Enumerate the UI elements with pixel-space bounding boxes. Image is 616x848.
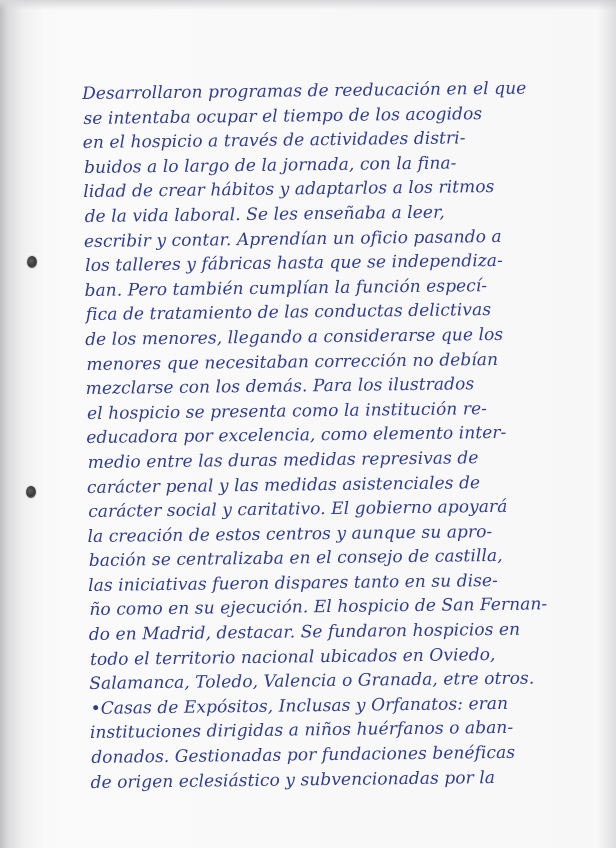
text-line-27-content: instituciones dirigidas a niños huérfanos o aban- xyxy=(89,718,514,744)
text-line-8-content: los talleres y fábricas hasta que se independiza- xyxy=(85,251,503,277)
text-line-6-content: de la vida laboral. Se les enseñaba a leer, xyxy=(84,202,445,227)
text-line-26-content: •Casas de Expósitos, Inclusas y Orfanatos: eran xyxy=(90,693,509,719)
text-line-3-content: en el hospicio a través de actividades distri- xyxy=(82,128,466,154)
text-line-2-content: se intentaba ocupar el tiempo de los acogidos xyxy=(83,103,483,129)
text-line-11-content: de los menores, llegando a considerarse que los xyxy=(85,324,504,350)
text-line-5-content: lidad de crear hábitos y adaptarlos a los ritmos xyxy=(83,177,495,203)
text-line-28-content: donados. Gestionadas por fundaciones benéficas xyxy=(91,742,516,768)
text-line-12-content: menores que necesitaban corrección no debían xyxy=(86,349,499,375)
text-line-21-content: las iniciativas fueron dispares tanto en su dise- xyxy=(88,570,499,596)
text-line-15-content: educadora por excelencia, como elemento inter- xyxy=(86,423,507,449)
punch-hole-icon xyxy=(27,256,37,268)
text-line-10-content: fica de tratamiento de las conductas delictivas xyxy=(85,300,492,326)
text-line-22-content: ño como en su ejecución. El hospicio de San Fernan- xyxy=(89,594,548,621)
text-line-24-content: todo el territorio nacional ubicados en Oviedo, xyxy=(89,644,496,670)
page-right-edge xyxy=(598,0,616,848)
text-line-25-content: Salamanca, Toledo, Valencia o Granada, etre otros. xyxy=(89,668,535,695)
page-top-edge xyxy=(0,0,616,10)
text-line-29-content: de origen eclesiástico y subvencionadas por la xyxy=(90,767,496,793)
text-line-14-content: el hospicio se presenta como la institución re- xyxy=(86,398,488,424)
page-binding-shadow xyxy=(0,0,46,848)
text-line-29 xyxy=(90,765,566,795)
text-line-7-content: escribir y contar. Aprendían un oficio pasando a xyxy=(83,226,502,252)
text-line-17-content: carácter penal y las medidas asistenciales de xyxy=(86,472,481,498)
text-line-18-content: carácter social y caritativo. El gobierno apoyará xyxy=(88,496,508,523)
text-line-9-content: ban. Pero también cumplían la función especí- xyxy=(84,275,488,301)
text-line-20-content: bación se centralizaba en el consejo de castilla, xyxy=(88,546,503,572)
punch-hole-icon xyxy=(26,486,36,498)
text-line-4-content: buidos a lo largo de la jornada, con la fina- xyxy=(83,153,457,178)
handwritten-text-block xyxy=(82,76,567,795)
text-line-13-content: mezclarse con los demás. Para los ilustrados xyxy=(85,374,475,400)
text-line-16-content: medio entre las duras medidas represivas de xyxy=(87,448,479,473)
text-line-23-content: do en Madrid, destacar. Se fundaron hospicios en xyxy=(88,619,521,646)
text-line-19-content: la creación de estos centros y aunque su apro- xyxy=(87,521,493,547)
text-line-1-content: Desarrollaron programas de reeducación en el que xyxy=(82,78,527,104)
